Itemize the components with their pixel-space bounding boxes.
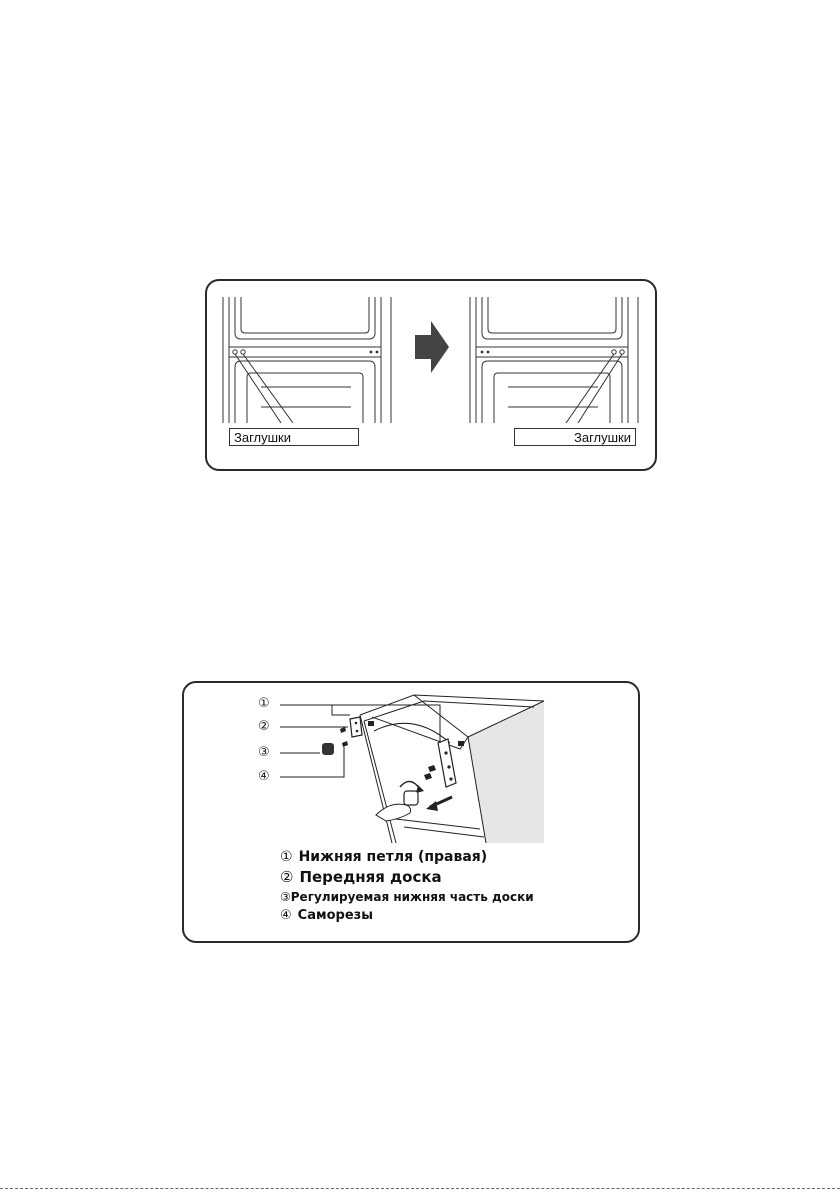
parts-legend — [280, 847, 534, 925]
legend-item-3: ③Регулируемая нижняя часть доски — [280, 890, 534, 904]
plugs-illustration-panel — [205, 279, 657, 471]
callout-4: ④ — [258, 769, 270, 784]
transfer-arrow — [415, 321, 449, 373]
callout-3: ③ — [258, 745, 270, 760]
plugs-label-left: Заглушки — [229, 428, 359, 446]
callout-1: ① — [258, 696, 270, 711]
page-bottom-rule — [0, 1188, 840, 1189]
lower-hinge-panel — [182, 681, 640, 943]
legend-item-4: ④ Саморезы — [280, 908, 373, 923]
legend-item-1: ① Нижняя петля (правая) — [280, 849, 488, 865]
fridge-right-illustration — [468, 297, 643, 423]
fridge-left-illustration — [221, 297, 396, 423]
legend-item-2: ② Передняя доска — [280, 868, 442, 886]
lower-hinge-illustration — [264, 691, 546, 845]
plugs-label-right: Заглушки — [514, 428, 636, 446]
callout-2: ② — [258, 719, 270, 734]
